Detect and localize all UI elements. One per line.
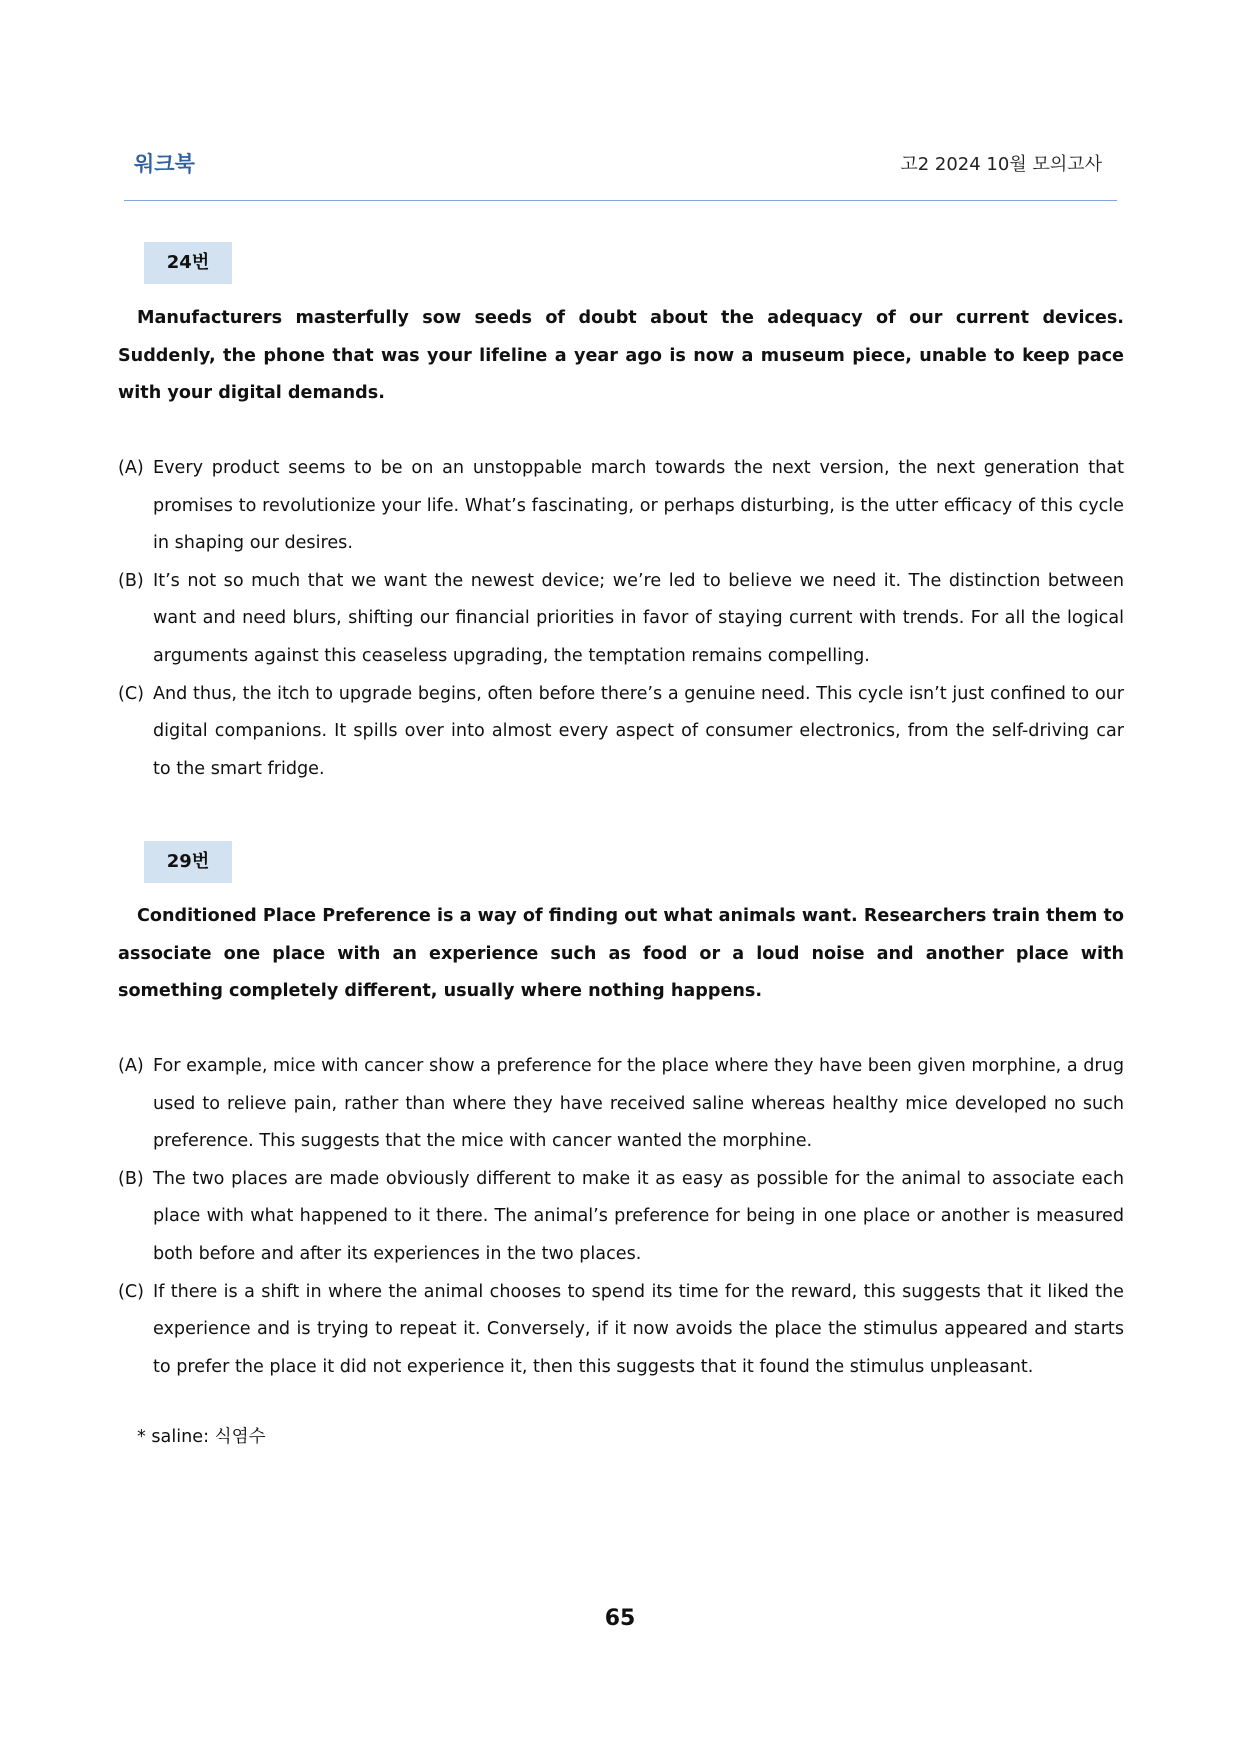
page-header <box>124 148 1112 178</box>
option-text: For example, mice with cancer show a preference for the place where they have been given morphine, a drug used to relieve pain, rather than where they have received saline whereas healthy mice developed no such preference. This suggests that the mice with cancer wanted the morphine. <box>153 1056 1124 1152</box>
passage-option <box>118 1048 1124 1161</box>
exam-title: 고2 2024 10월 모의고사 <box>900 154 1102 175</box>
passage-options <box>118 450 1124 788</box>
option-text: If there is a shift in where the animal chooses to spend its time for the reward, this suggests that it liked the experience and is trying to repeat it. Conversely, if it now avoids the place the stimulus appeared and starts to prefer the place it did not experience it, then this suggests that it found the stimulus unpleasant. <box>153 1281 1124 1377</box>
passage-option <box>118 676 1124 789</box>
option-label: (A) <box>118 458 144 478</box>
passage-intro: Conditioned Place Preference is a way of finding out what animals want. Researchers train them to associate one place with an experience such as food or a loud noise and another place with something completely different, usually where nothing happens. <box>118 906 1124 1002</box>
option-label: (A) <box>118 1056 144 1076</box>
option-label: (B) <box>118 570 144 591</box>
passage-intro: Manufacturers masterfully sow seeds of doubt about the adequacy of our current devices. Suddenly, the phone that was your lifeline a year ago is now a museum piece, unable to keep pace with your digital demands. <box>118 308 1124 404</box>
passage-option <box>118 1161 1124 1274</box>
passage-option <box>118 1274 1124 1387</box>
footnote: * saline: 식염수 <box>137 1427 266 1447</box>
option-text: The two places are made obviously different to make it as easy as possible for the animal to associate each place with what happened to it there. The animal’s preference for being in one place or another is measured both before and after its experiences in the two places. <box>153 1168 1124 1264</box>
page-number: 65 <box>604 1606 636 1631</box>
brand-title: 워크북 <box>134 152 195 176</box>
option-text: And thus, the itch to upgrade begins, often before there’s a genuine need. This cycle isn’t just confined to our digital companions. It spills over into almost every aspect of consumer electronics, from the self-driving car to the smart fridge. <box>153 683 1124 779</box>
option-label: (C) <box>118 1281 145 1302</box>
question-number-badge: 29번 <box>144 841 232 883</box>
option-text: It’s not so much that we want the newest device; we’re led to believe we need it. The distinction between want and need blurs, shifting our financial priorities in favor of staying current with trends. For all the logical arguments against this ceaseless upgrading, the temptation remains compelling. <box>153 570 1124 666</box>
option-label: (C) <box>118 683 145 704</box>
option-text: Every product seems to be on an unstoppable march towards the next version, the next generation that promises to revolutionize your life. What’s fascinating, or perhaps disturbing, is the utter efficacy of this cycle in shaping our desires. <box>153 458 1124 554</box>
passage-option <box>118 563 1124 676</box>
question-number-badge: 24번 <box>144 242 232 284</box>
option-label: (B) <box>118 1168 144 1189</box>
passage-options <box>118 1048 1124 1386</box>
header-divider <box>124 200 1117 201</box>
passage-option <box>118 450 1124 563</box>
